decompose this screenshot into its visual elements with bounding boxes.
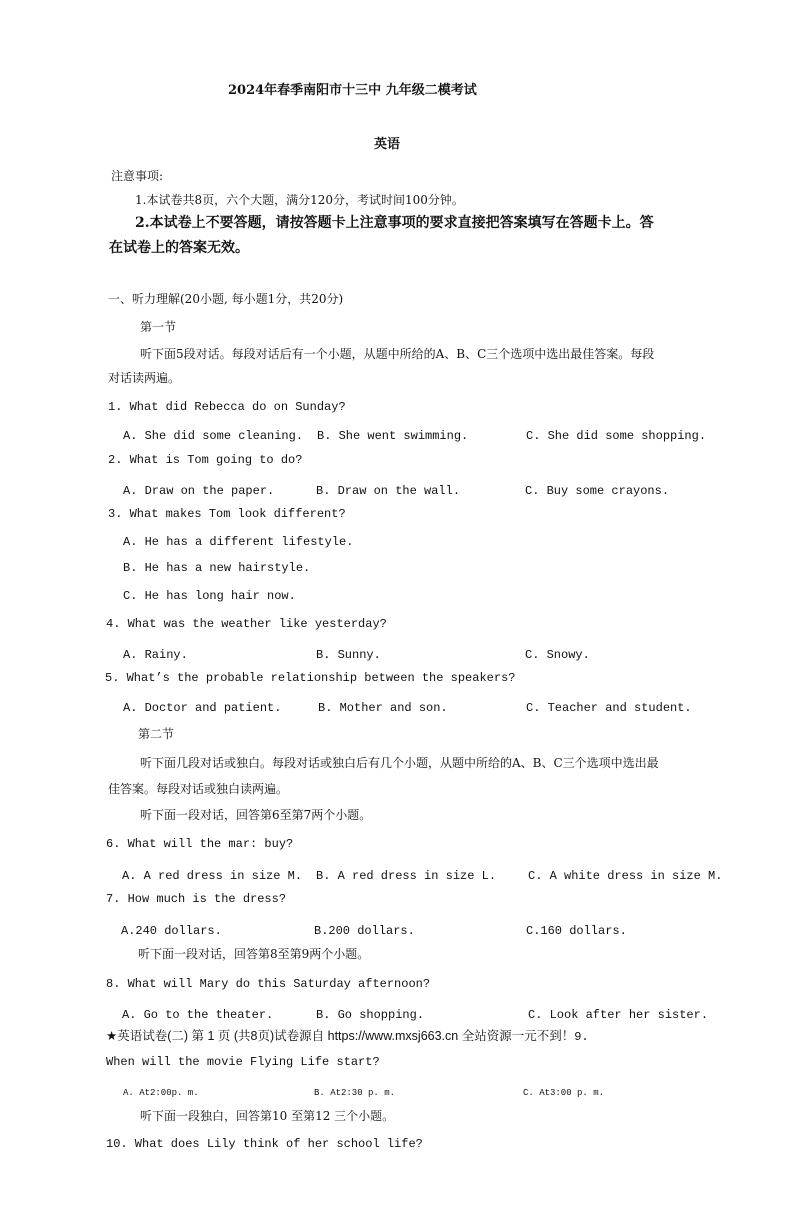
subject-title: 英语 (374, 137, 401, 152)
part1-instruction-line2: 对话读两遍。 (108, 371, 181, 385)
footer-text: ★英语试卷(二) 第 1 页 (共8页)试卷源自 https://www.mxsj663.cn 全站资源一元不到！ (106, 1029, 575, 1043)
notes-item-2-line1: 2.本试卷上不要答题，请按答题卡上注意事项的要求直接把答案填写在答题卡上。答 (135, 215, 654, 231)
dialog-8-9-instruction: 听下面一段对话，回答第8至第9两个小题。 (138, 947, 370, 961)
dialog-6-7-instruction: 听下面一段对话，回答第6至第7两个小题。 (140, 808, 372, 822)
question-1: 1. What did Rebecca do on Sunday? (108, 400, 346, 414)
q6-option-a: A. A red dress in size M. (122, 869, 303, 883)
question-2: 2. What is Tom going to do? (108, 453, 303, 467)
q2-option-c: C. Buy some crayons. (525, 484, 670, 498)
question-10: 10. What does Lily think of her school life? (106, 1137, 423, 1151)
question-4: 4. What was the weather like yesterday? (106, 617, 387, 631)
notes-item-1: 1.本试卷共8页，六个大题，满分120分，考试时间100分钟。 (135, 193, 464, 207)
q4-option-b: B. Sunny. (316, 648, 381, 662)
q8-option-c: C. Look after her sister. (528, 1008, 709, 1022)
q5-option-c: C. Teacher and student. (526, 701, 692, 715)
q6-option-b: B. A red dress in size L. (316, 869, 497, 883)
q8-option-b: B. Go shopping. (316, 1008, 425, 1022)
q1-option-c: C. She did some shopping. (526, 429, 707, 443)
q8-option-a: A. Go to the theater. (122, 1008, 274, 1022)
q5-option-a: A. Doctor and patient. (123, 701, 282, 715)
question-8: 8. What will Mary do this Saturday afternoon? (106, 977, 431, 991)
notes-heading: 注意事项: (111, 169, 164, 183)
q3-option-b: B. He has a new hairstyle. (123, 561, 311, 575)
question-9-number: 9. (574, 1030, 589, 1044)
question-6: 6. What will the mar: buy? (106, 837, 294, 851)
question-5: 5. What’s the probable relationship between the speakers? (105, 671, 516, 685)
q9-option-a: A. At2:00p. m. (123, 1088, 199, 1098)
part2-label: 第二节 (138, 727, 175, 741)
question-3: 3. What makes Tom look different? (108, 507, 346, 521)
part1-label: 第一节 (140, 320, 177, 334)
question-9: When will the movie Flying Life start? (106, 1055, 380, 1069)
q7-option-a: A.240 dollars. (121, 924, 222, 938)
monologue-10-12-instruction: 听下面一段独白，回答第10 至第12 三个小题。 (140, 1109, 395, 1123)
q3-option-a: A. He has a different lifestyle. (123, 535, 354, 549)
section-heading: 一、听力理解(20小题, 每小题1分，共20分) (108, 292, 344, 306)
part2-instruction-line1: 听下面几段对话或独白。每段对话或独白后有几个小题，从题中所给的A、B、C三个选项中选出最 (140, 756, 659, 770)
q7-option-c: C.160 dollars. (526, 924, 627, 938)
q7-option-b: B.200 dollars. (314, 924, 415, 938)
exam-title: 2024年春季南阳市十三中 九年级二模考试 (228, 83, 477, 98)
q3-option-c: C. He has long hair now. (123, 589, 296, 603)
q6-option-c: C. A white dress in size M. (528, 869, 723, 883)
part1-instruction-line1: 听下面5段对话。每段对话后有一个小题，从题中所给的A、B、C三个选项中选出最佳答案。每段 (140, 347, 655, 361)
q4-option-c: C. Snowy. (525, 648, 590, 662)
question-7: 7. How much is the dress? (106, 892, 287, 906)
notes-item-2-line2: 在试卷上的答案无效。 (109, 240, 249, 256)
q4-option-a: A. Rainy. (123, 648, 188, 662)
page-footer (106, 1028, 589, 1045)
q2-option-a: A. Draw on the paper. (123, 484, 275, 498)
q2-option-b: B. Draw on the wall. (316, 484, 461, 498)
part2-instruction-line2: 佳答案。每段对话或独白读两遍。 (108, 782, 289, 796)
q9-option-b: B. At2:30 p. m. (314, 1088, 396, 1098)
q1-option-b: B. She went swimming. (317, 429, 469, 443)
q9-option-c: C. At3:00 p. m. (523, 1088, 605, 1098)
q1-option-a: A. She did some cleaning. (123, 429, 304, 443)
q5-option-b: B. Mother and son. (318, 701, 448, 715)
